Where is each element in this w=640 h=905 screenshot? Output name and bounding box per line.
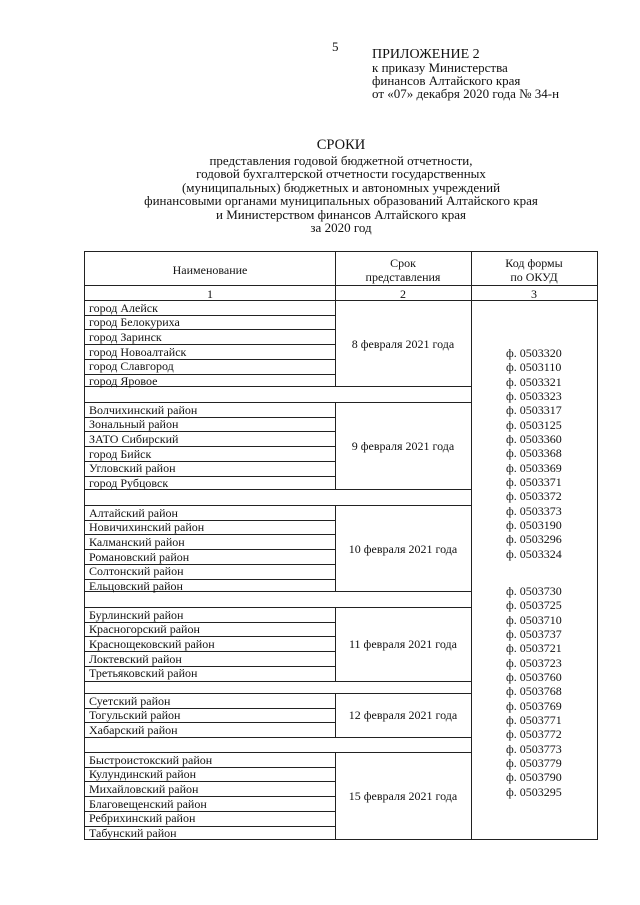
table-row-name: Романовский район: [89, 549, 190, 564]
okud-code: ф. 0503320: [506, 346, 562, 360]
table-row-name: Михайловский район: [89, 781, 199, 796]
table-row-name: Быстроистокский район: [89, 752, 213, 767]
header-code-line: по ОКУД: [510, 270, 558, 284]
table-row-name: Благовещенский район: [89, 796, 207, 811]
table-row-name: Хабарский район: [89, 722, 178, 737]
table-row-name: Бурлинский район: [89, 607, 184, 622]
appendix-line: от «07» декабря 2020 года № 34-н: [372, 86, 560, 101]
okud-code: ф. 0503779: [506, 756, 562, 771]
deadline-cell: 12 февраля 2021 года: [348, 708, 458, 723]
appendix-line: финансов Алтайского края: [372, 73, 521, 88]
okud-code: ф. 0503317: [506, 403, 562, 418]
deadline-cell: 15 февраля 2021 года: [348, 789, 458, 804]
okud-code: ф. 0503324: [506, 546, 562, 561]
okud-code: ф. 0503321: [506, 374, 562, 389]
table-row-name: Ребрихинский район: [89, 811, 196, 826]
okud-code: ф. 0503723: [506, 655, 562, 670]
header-code: [471, 256, 597, 284]
deadline-cell: 8 февраля 2021 года: [351, 337, 455, 352]
okud-code: ф. 0503725: [506, 598, 562, 613]
table-row-name: город Славгород: [89, 359, 174, 374]
okud-code: ф. 0503710: [506, 612, 562, 627]
group-divider: [85, 737, 471, 738]
okud-code: ф. 0503721: [506, 641, 562, 656]
header-divider: [85, 285, 597, 286]
okud-code: ф. 0503772: [506, 727, 562, 742]
table-row-name: город Рубцовск: [89, 476, 169, 490]
okud-code: ф. 0503110: [506, 360, 562, 375]
column-number: 3: [531, 287, 537, 301]
group-divider: [85, 681, 471, 682]
okud-code: ф. 0503368: [506, 446, 562, 461]
heading-line: и Министерством финансов Алтайского края: [215, 206, 466, 222]
deadline-cell: 11 февраля 2021 года: [349, 636, 457, 651]
heading-line: финансовыми органами муниципальных образований Алтайского края: [144, 193, 538, 208]
okud-code: ф. 0503373: [506, 503, 562, 518]
okud-code: ф. 0503768: [506, 684, 562, 699]
table-row-name: город Новоалтайск: [89, 344, 187, 359]
okud-code: ф. 0503125: [506, 417, 562, 432]
table-row-name: Красногорский район: [89, 622, 200, 637]
table-row-name: Солтонский район: [89, 564, 184, 579]
table-row-name: город Алейск: [89, 300, 158, 315]
okud-code: ф. 0503769: [506, 698, 562, 713]
table-row-name: Краснощековский район: [89, 636, 215, 651]
document-title: СРОКИ: [316, 137, 366, 153]
header-name: Наименование: [172, 263, 248, 277]
table-row-name: город Заринск: [89, 329, 162, 344]
okud-codes-block-1: [506, 346, 562, 561]
okud-code: ф. 0503190: [506, 518, 562, 533]
table-row-name: Локтевский район: [89, 651, 182, 666]
document-heading: [0, 139, 640, 235]
heading-line: представления годовой бюджетной отчетности,: [209, 152, 473, 168]
deadline-cell: 10 февраля 2021 года: [348, 542, 458, 557]
table-row-name: Кулундинский район: [89, 767, 197, 782]
table-row-name: Табунский район: [89, 826, 177, 840]
okud-code: ф. 0503771: [506, 713, 562, 728]
table-row-name: Алтайский район: [89, 505, 178, 520]
table-row-name: город Белокуриха: [89, 315, 180, 330]
okud-code: ф. 0503773: [506, 741, 562, 756]
column-number: 1: [207, 287, 213, 301]
header-deadline-line: Срок: [390, 256, 416, 270]
okud-code: ф. 0503730: [506, 584, 562, 598]
header-deadline-line: представления: [365, 270, 441, 284]
table-row-name: Суетский район: [89, 693, 171, 708]
table-row-name: Калманский район: [89, 534, 185, 549]
column-divider: [471, 252, 472, 839]
okud-code: ф. 0503790: [506, 770, 562, 785]
table-row-name: Третьяковский район: [89, 666, 198, 681]
table-row-name: город Яровое: [89, 374, 158, 388]
okud-code: ф. 0503360: [506, 432, 562, 447]
table-row-name: Новичихинский район: [89, 520, 205, 535]
okud-code: ф. 0503295: [506, 784, 562, 799]
appendix-line: к приказу Министерства: [372, 60, 508, 75]
okud-code: ф. 0503323: [506, 389, 562, 404]
heading-line: годовой бухгалтерской отчетности государственных: [196, 166, 486, 181]
appendix-block: [372, 48, 559, 100]
okud-code: ф. 0503369: [506, 460, 562, 475]
okud-code: ф. 0503372: [506, 489, 562, 504]
heading-line: за 2020 год: [310, 220, 372, 235]
heading-line: (муниципальных) бюджетных и автономных учреждений: [181, 179, 501, 195]
table-row-name: Угловский район: [89, 461, 176, 476]
column-divider: [335, 252, 336, 300]
okud-code: ф. 0503371: [506, 475, 562, 490]
table-row-name: ЗАТО Сибирский: [89, 431, 179, 446]
table-row-name: город Бийск: [89, 446, 152, 461]
okud-code: ф. 0503737: [506, 627, 562, 642]
table-row-name: Ельцовский район: [89, 579, 183, 593]
page-number: 5: [332, 39, 339, 54]
table-row-name: Волчихинский район: [89, 402, 198, 417]
column-number: 2: [400, 287, 406, 301]
table-row-name: Зональный район: [89, 417, 179, 432]
header-code-line: Код формы: [505, 256, 563, 270]
table-row-name: Тогульский район: [89, 708, 181, 723]
header-divider: [85, 300, 597, 301]
appendix-title: ПРИЛОЖЕНИЕ 2: [372, 47, 480, 62]
okud-code: ф. 0503760: [506, 670, 562, 685]
okud-code: ф. 0503296: [506, 532, 562, 547]
deadline-cell: 9 февраля 2021 года: [351, 439, 455, 454]
okud-codes-block-2: [506, 584, 562, 799]
header-deadline: [335, 256, 471, 284]
